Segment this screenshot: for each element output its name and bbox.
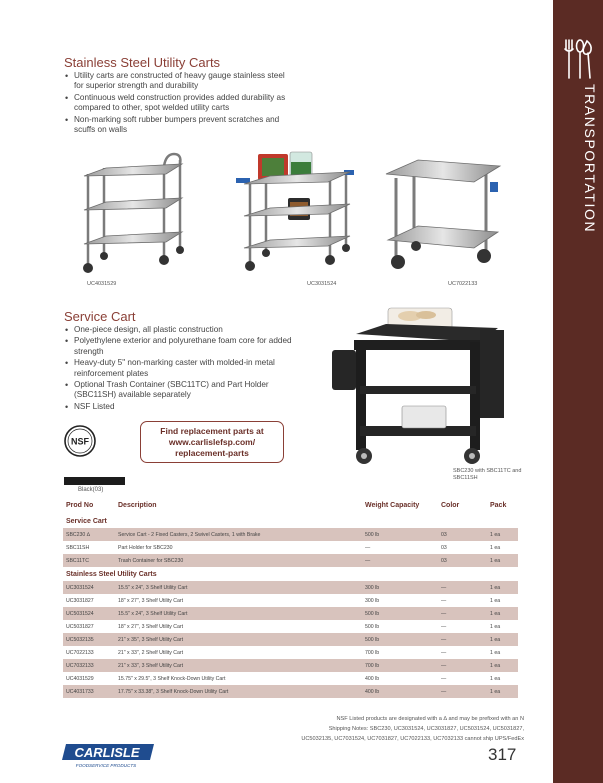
list-item: • Non-marking soft rubber bumpers prevent scratches and scuffs on walls [64,115,292,136]
footnote: UC5032135, UC7031524, UC7031827, UC7022133, UC7032133 cannot ship UPS/FedEx [301,736,524,742]
cell: — [438,685,487,698]
cell: 18" x 27", 3 Shelf Utility Cart [118,597,184,604]
utility-cart-image [378,152,504,278]
replacement-parts-callout [140,421,284,463]
cell: — [441,597,447,604]
cell: SBC230 ∆ [63,528,115,541]
column-header: Description [118,502,157,509]
spec-table [63,497,518,698]
cell: 1 ea [490,623,501,630]
image-caption: UC3031524 [307,281,337,287]
cell: — [438,607,487,620]
table-row [63,646,518,659]
sidebar [553,0,603,783]
utility-cart-image [236,150,358,276]
cell: 500 lb [362,633,438,646]
cell: 700 lb [365,649,380,656]
section-title: Service Cart [64,309,136,324]
cell: 1 ea [487,659,518,672]
list-item: • Optional Trash Container (SBC11TC) and Part Holder (SBC11SH) available separately [64,380,294,401]
footnote: Shipping Notes: SBC230, UC3031524, UC3031827, UC5031524, UC5031827, [328,726,524,732]
cell: 1 ea [490,597,501,604]
cell: 1 ea [487,581,518,594]
column-header: Color [441,502,460,509]
cell: UC7022133 [66,649,94,656]
cell: Service Cart - 2 Fixed Casters, 2 Swivel Casters, 1 with Brake [115,528,362,541]
footnote: NSF Listed products are designated with a ∆ and may be prefixed with an N [336,716,524,722]
table-row [63,541,518,554]
cell: 500 lb [365,623,380,630]
cell: 1 ea [487,528,518,541]
cell: UC4031733 [63,685,115,698]
nsf-icon [64,425,96,457]
cell: — [362,554,438,567]
callout-line: Find replacement parts at [160,426,264,436]
cell: SBC11SH [66,544,90,551]
table-row [63,659,518,672]
cell: — [438,581,487,594]
column-header: Pack [490,502,507,509]
cell: 500 lb [362,607,438,620]
table-row [63,620,518,633]
table-row [63,554,518,567]
table-group-row [63,567,518,581]
cell: 15.5" x 24", 3 Shelf Utility Cart [115,581,362,594]
cell: Trash Container for SBC230 [115,554,362,567]
cell: 17.75" x 33.38", 3 Shelf Knock-Down Utility Cart [115,685,362,698]
table-row [63,581,518,594]
table-row [63,594,518,607]
utensils-icon [559,38,597,80]
cell: SBC11TC [63,554,115,567]
cell: 15.75" x 29.5", 3 Shelf Knock-Down Utility Cart [118,675,226,682]
cell: — [438,633,487,646]
cell: 21" x 33", 2 Shelf Utility Cart [118,649,184,656]
cell: Part Holder for SBC230 [118,544,173,551]
group-label: Stainless Steel Utility Carts [66,570,157,578]
table-row [63,607,518,620]
utility-cart-image [74,152,198,278]
cell: — [365,544,371,551]
table-row [63,633,518,646]
cell: 21" x 33", 3 Shelf Utility Cart [115,659,362,672]
cell: — [441,623,447,630]
group-label: Service Cart [66,517,107,525]
cell: — [438,659,487,672]
image-caption: UC7022133 [448,281,478,287]
cell: UC4031529 [66,675,94,682]
section-label: TRANSPORTATION [582,84,598,234]
list-item: • Polyethylene exterior and polyurethane foam core for added strength [64,336,294,357]
cell: UC7032133 [63,659,115,672]
cell: UC5031524 [63,607,115,620]
page-number: 317 [488,745,517,764]
column-header: Weight Capacity [365,502,420,509]
carlisle-logo [62,740,158,770]
cell: 500 lb [362,528,438,541]
image-caption: UC4031529 [87,281,117,287]
cell: 1 ea [487,685,518,698]
table-row [63,528,518,541]
logo-text: CARLISLE [74,745,140,760]
color-swatch-label: Black(03) [78,487,104,493]
cell: 1 ea [487,554,518,567]
cell: 400 lb [362,685,438,698]
nsf-text: NSF [71,436,89,447]
cell: UC5032135 [63,633,115,646]
table-header [63,497,518,514]
cell: 1 ea [490,544,501,551]
table-row [63,672,518,685]
table-row [63,685,518,698]
cell: — [441,649,447,656]
color-swatch [64,477,125,485]
cell: — [441,675,447,682]
cell: 1 ea [487,607,518,620]
callout-line: replacement-parts [175,448,249,458]
column-header: Prod No [66,502,94,509]
section-title: Stainless Steel Utility Carts [64,55,221,70]
cell: UC5031827 [66,623,94,630]
cell: 400 lb [365,675,380,682]
cell: 03 [438,554,487,567]
footnotes [301,714,524,744]
list-item: • Heavy-duty 5" non-marking caster with molded-in metal reinforcement plates [64,358,294,379]
cell: 300 lb [365,597,380,604]
table-group-row [63,514,518,528]
cell: 1 ea [490,649,501,656]
cell: 18" x 27", 3 Shelf Utility Cart [118,623,184,630]
service-cart-image [330,306,508,466]
logo-subtext: FOODSERVICE PRODUCTS [75,763,137,768]
image-caption: SBC230 with SBC11TC and SBC11SH [453,468,522,481]
cell: 1 ea [490,675,501,682]
list-item: • Utility carts are constructed of heavy gauge stainless steel for superior strength and durability [64,71,292,92]
cell: 700 lb [362,659,438,672]
feature-list [64,71,292,136]
cell: 300 lb [362,581,438,594]
list-item: • Continuous weld construction provides added durability as compared to other, spot welded utility carts [64,93,292,114]
cell: UC3031524 [63,581,115,594]
cell: 03 [441,544,447,551]
cell: 03 [438,528,487,541]
list-item: • NSF Listed [64,402,294,412]
feature-list [64,325,294,413]
list-item: • One-piece design, all plastic construction [64,325,294,335]
cell: 1 ea [487,633,518,646]
cell: 15.5" x 24", 3 Shelf Utility Cart [115,607,362,620]
cell: 21" x 35", 3 Shelf Utility Cart [115,633,362,646]
cell: UC3031827 [66,597,94,604]
callout-link[interactable]: www.carlislefsp.com/ [168,437,256,447]
